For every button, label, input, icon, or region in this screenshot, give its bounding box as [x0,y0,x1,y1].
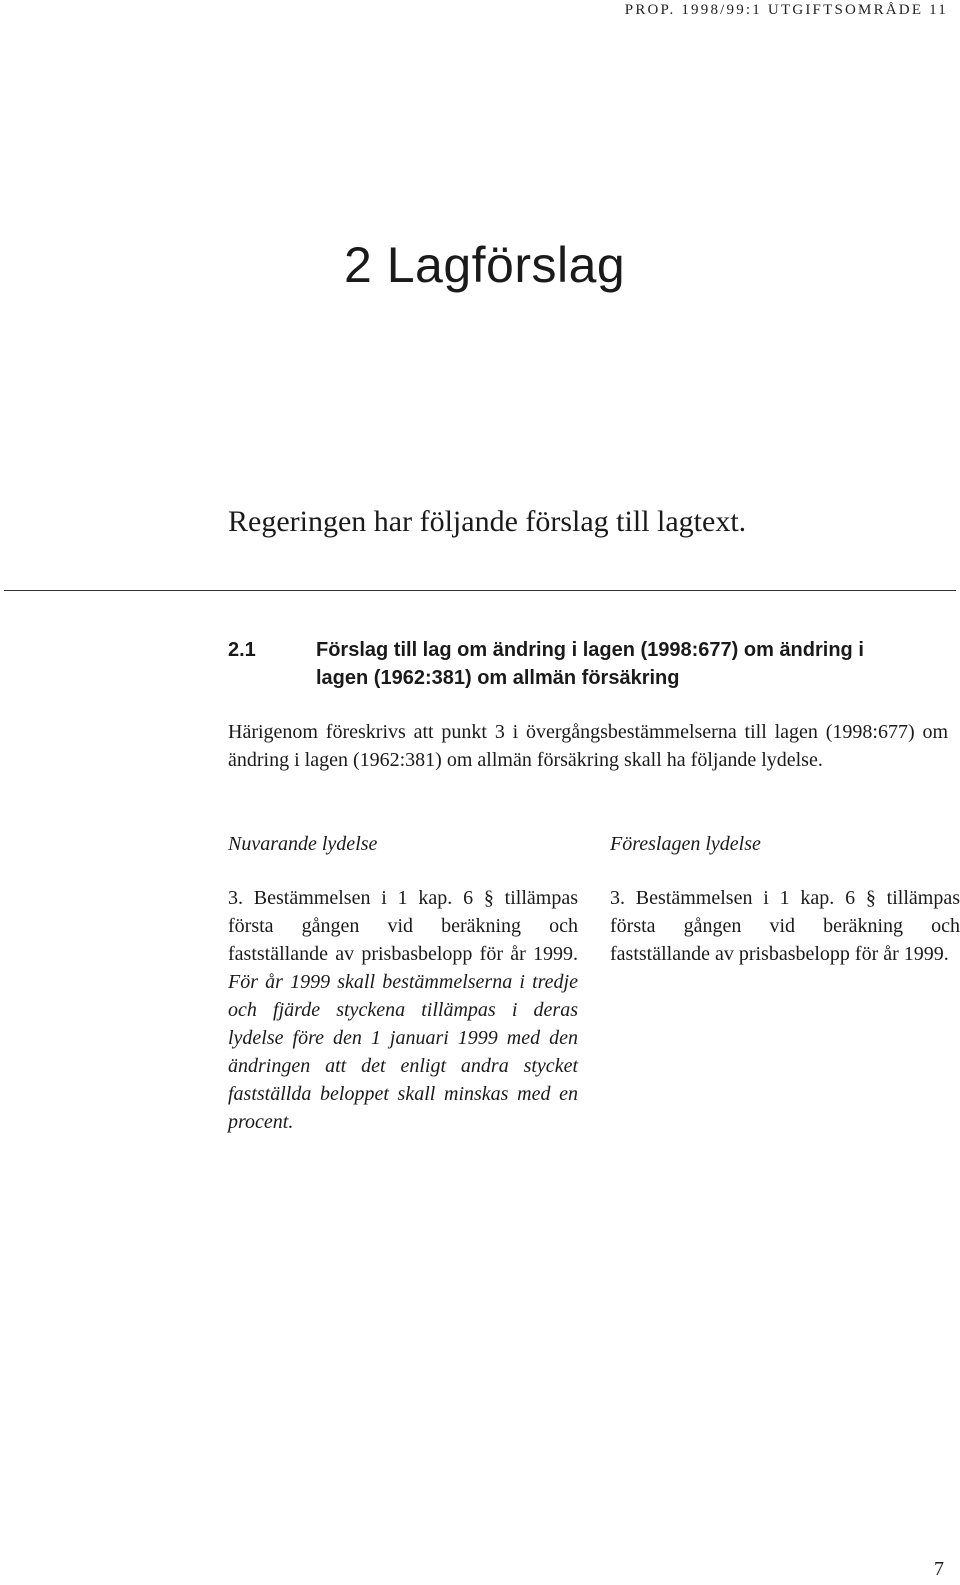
section-number: 2.1 [228,639,256,661]
proposed-wording-column [610,830,960,968]
proposed-wording-heading: Föreslagen lydelse [610,833,761,855]
current-wording-column [228,830,578,1136]
section-title: Förslag till lag om ändring i lagen (1998:677) om ändring i lagen (1962:381) om allmän försäkring [316,639,864,689]
section-heading [228,636,948,692]
current-wording-regular: 3. Bestämmelsen i 1 kap. 6 § tillämpas första gången vid beräkning och fastställande av prisbasbelopp för år 1999. [228,887,578,965]
current-wording-text [228,884,578,1136]
page-number: 7 [934,1558,944,1580]
current-wording-italic: För år 1999 skall bestämmelserna i tredje och fjärde styckena tillämpas i deras lydelse före den 1 januari 1999 med den ändringen att det enligt andra stycket fastställda beloppet skall minskas med en procent. [228,971,578,1133]
lead-text: Regeringen har följande förslag till lagtext. [228,505,747,538]
chapter-title: 2 Lagförslag [344,237,626,293]
proposed-wording-text: 3. Bestämmelsen i 1 kap. 6 § tillämpas första gången vid beräkning och fastställande av prisbasbelopp för år 1999. [610,887,960,965]
running-header: PROP. 1998/99:1 UTGIFTSOMRÅDE 11 [624,2,948,18]
current-wording-heading: Nuvarande lydelse [228,833,378,855]
horizontal-rule [4,590,956,591]
intro-paragraph: Härigenom föreskrivs att punkt 3 i övergångsbestämmelserna till lagen (1998:677) om ändring i lagen (1962:381) om allmän försäkring skall ha följande lydelse. [228,721,948,771]
